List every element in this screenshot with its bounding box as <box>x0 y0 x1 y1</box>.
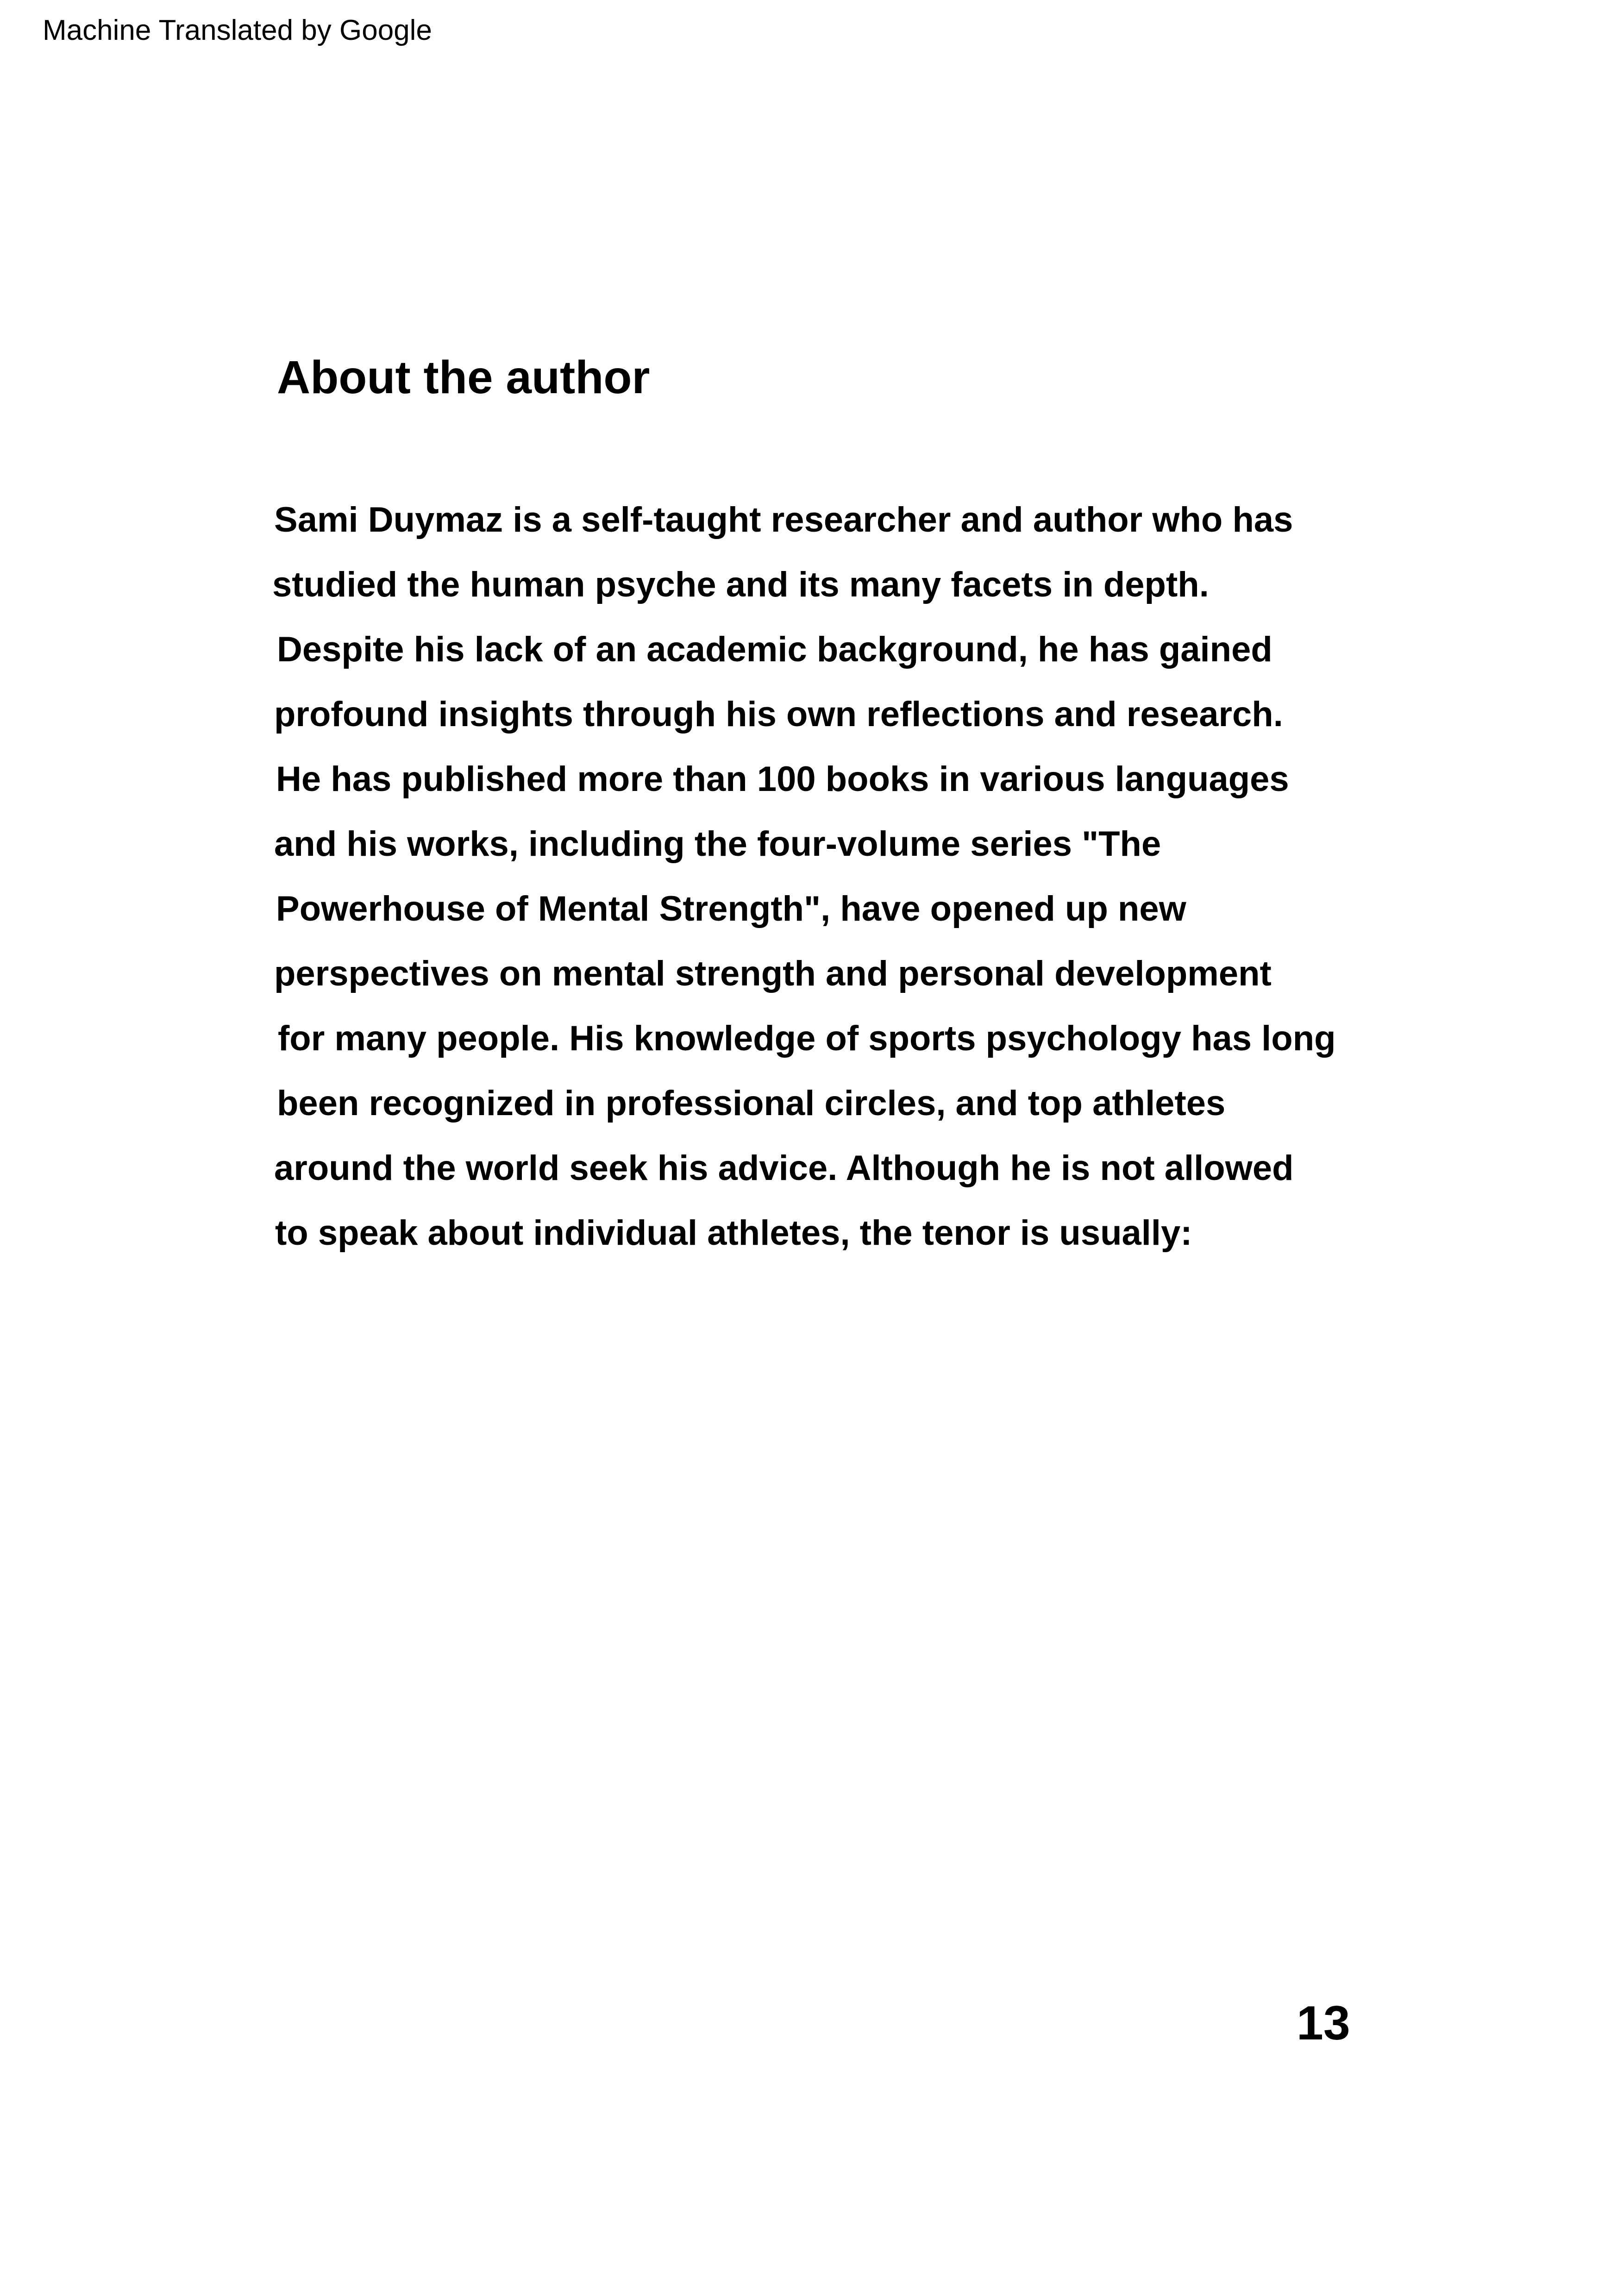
paragraph-line: Despite his lack of an academic background, he has gained <box>277 630 1272 669</box>
paragraph-line: and his works, including the four-volume series "The <box>274 824 1161 864</box>
machine-translation-banner: Machine Translated by Google <box>43 14 432 46</box>
page-number: 13 <box>1297 1996 1350 2050</box>
paragraph-line: Sami Duymaz is a self-taught researcher and author who has <box>274 500 1293 539</box>
paragraph-line: perspectives on mental strength and personal development <box>274 954 1272 993</box>
paragraph-line: studied the human psyche and its many facets in depth. <box>272 565 1209 604</box>
page-title: About the author <box>277 351 650 403</box>
paragraph-line: around the world seek his advice. Although he is not allowed <box>274 1148 1294 1188</box>
paragraph-line: to speak about individual athletes, the tenor is usually: <box>275 1213 1192 1253</box>
paragraph-line: been recognized in professional circles, and top athletes <box>277 1084 1226 1123</box>
paragraph-line: Powerhouse of Mental Strength", have opened up new <box>276 889 1186 928</box>
paragraph-line: He has published more than 100 books in various languages <box>276 759 1289 799</box>
paragraph-line: profound insights through his own reflections and research. <box>274 695 1283 734</box>
paragraph-line: for many people. His knowledge of sports psychology has long <box>278 1019 1336 1058</box>
